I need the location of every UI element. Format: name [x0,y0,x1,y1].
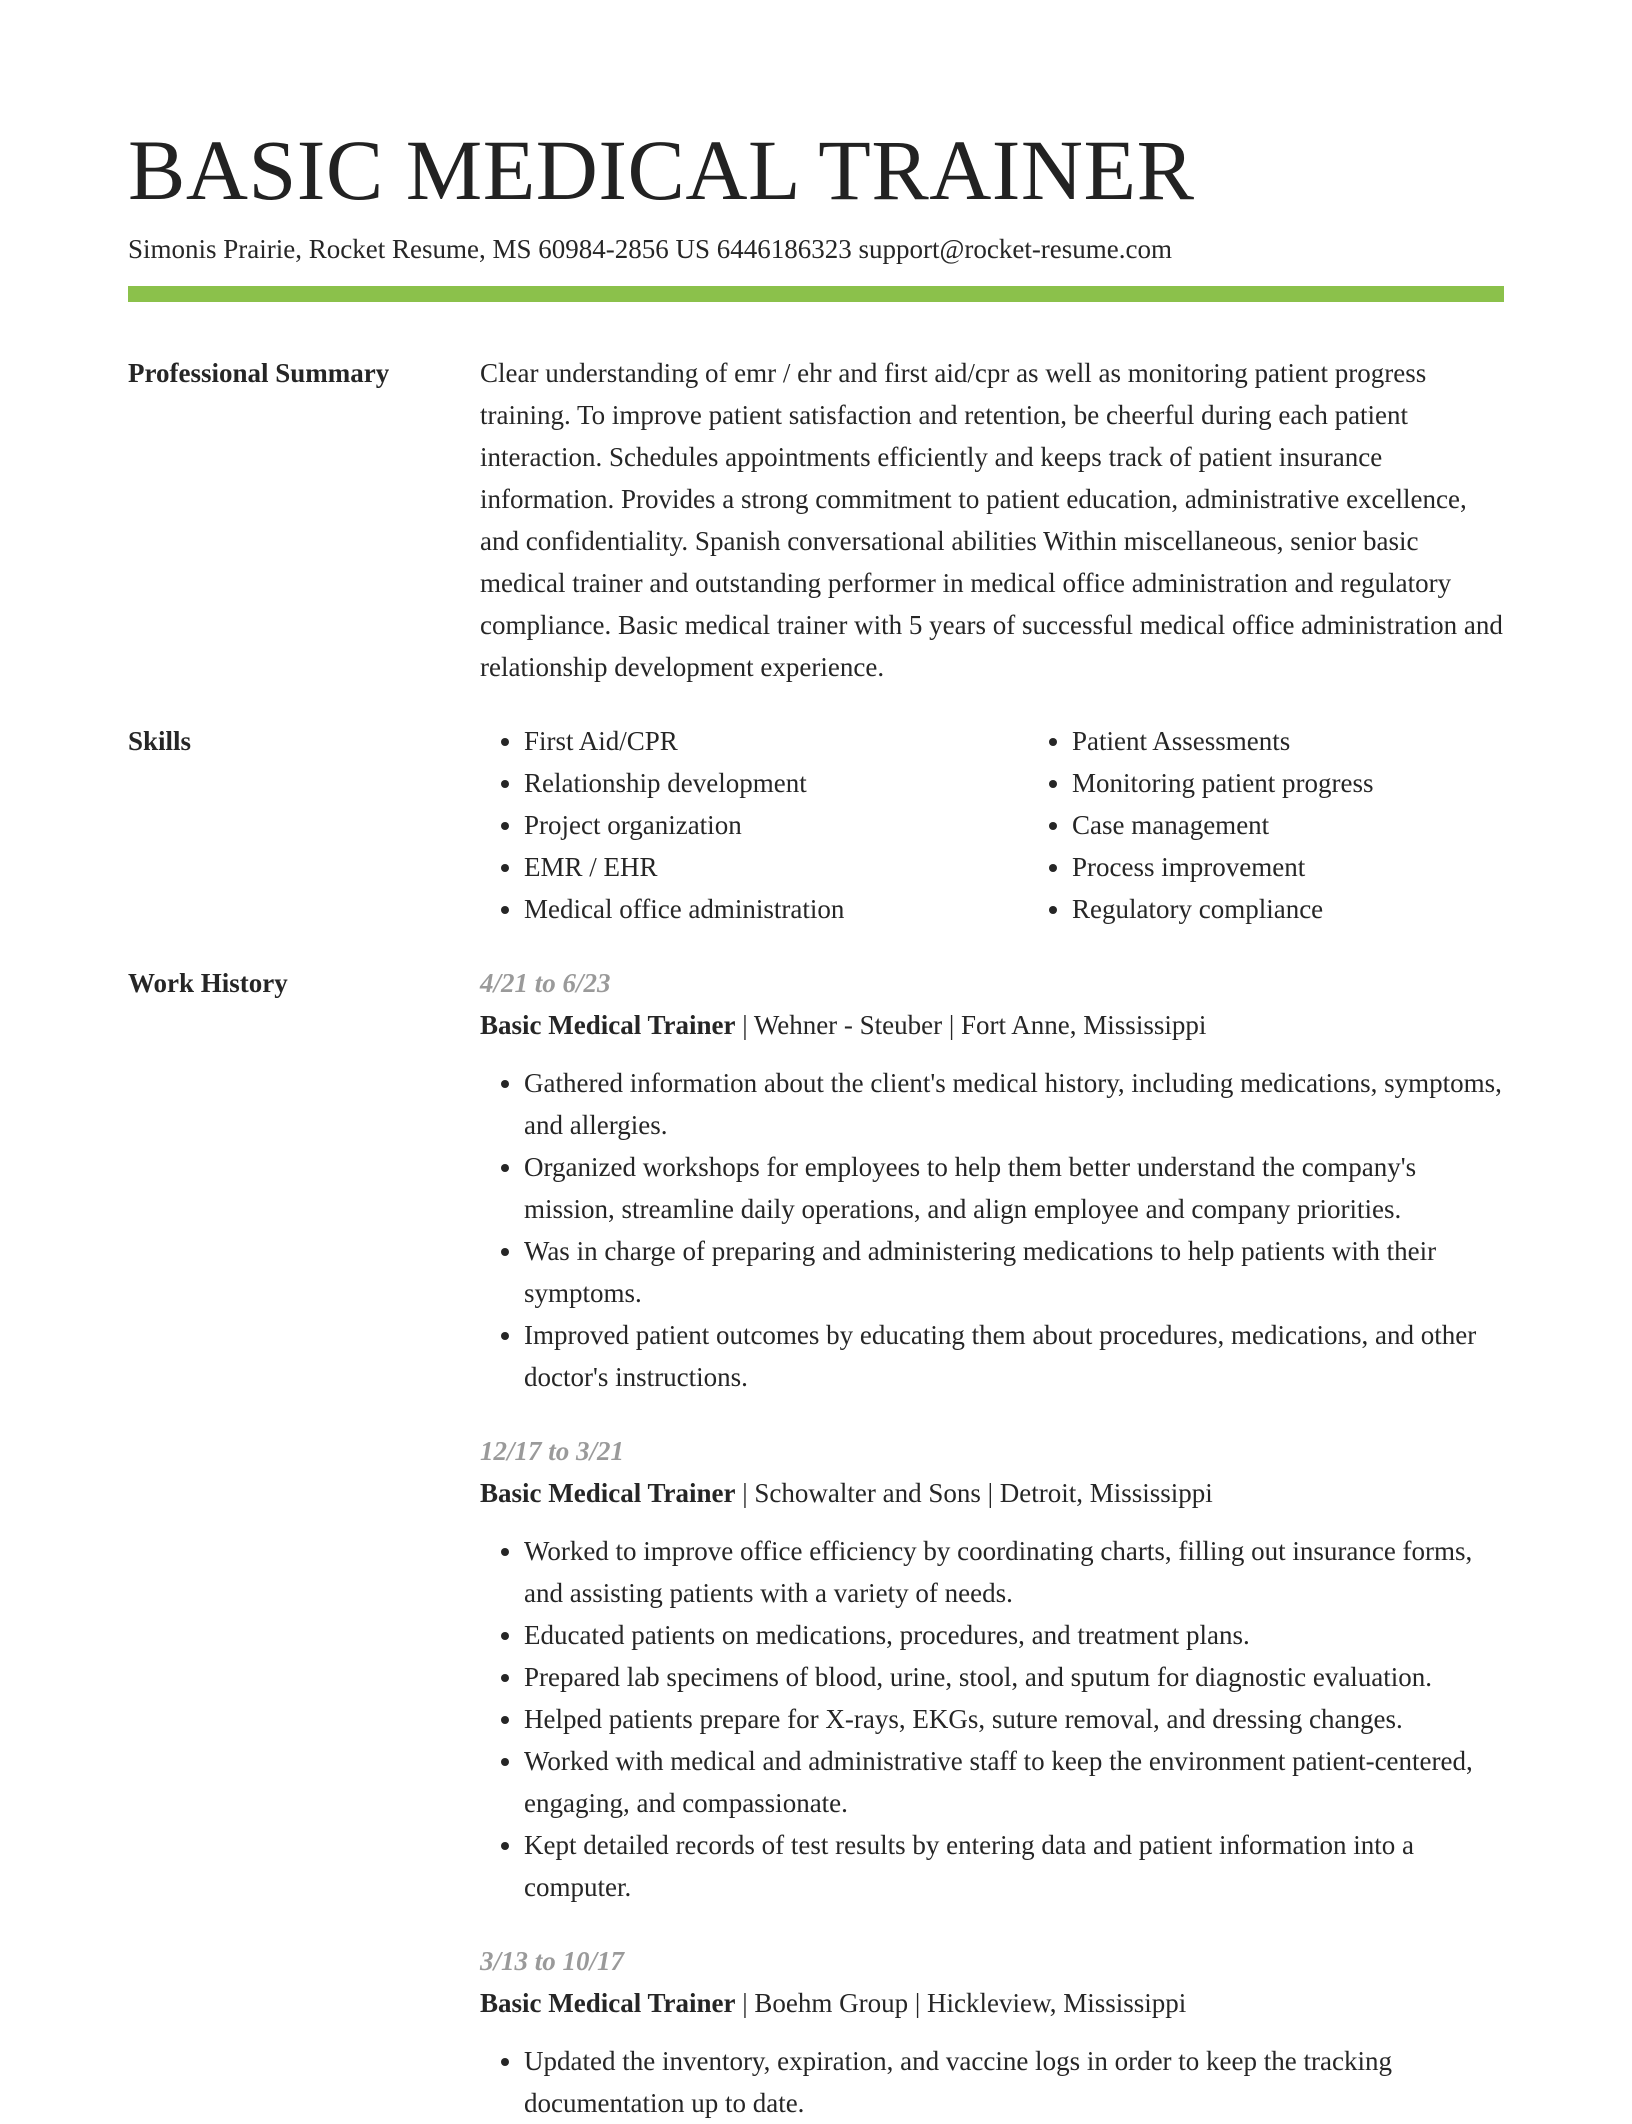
skill-item: • Medical office administration [524,888,1028,930]
job-title: Basic Medical Trainer [480,1988,736,2018]
skills-list-right [1028,720,1576,930]
skills-columns [480,720,1576,930]
job-dates: 3/13 to 10/17 [480,1946,625,1976]
job-bullet: • Prepared lab specimens of blood, urine, stool, and sputum for diagnostic evaluation. [524,1656,1504,1698]
professional-summary-section [128,352,1504,688]
job-employer-location: | Schowalter and Sons | Detroit, Mississippi [735,1478,1213,1508]
job-bullet: • Organized workshops for employees to help them better understand the company's mission, streamline daily operations, and align employee and company priorities. [524,1146,1504,1230]
job-heading [480,1472,1504,1514]
job-bullet: • Helped patients prepare for X-rays, EKGs, suture removal, and dressing changes. [524,1698,1504,1740]
job-bullet: • Educated patients on medications, procedures, and treatment plans. [524,1614,1504,1656]
job-employer-location: | Boehm Group | Hickleview, Mississippi [735,1988,1187,2018]
section-heading: Professional Summary [128,358,390,388]
skill-item: • Monitoring patient progress [1072,762,1576,804]
job-dates: 4/21 to 6/23 [480,968,611,998]
skill-item: • Patient Assessments [1072,720,1576,762]
skills-list-left [480,720,1028,930]
job-heading [480,1982,1504,2024]
job-title: Basic Medical Trainer [480,1478,736,1508]
job-bullet: • Kept detailed records of test results by entering data and patient information into a computer. [524,1824,1504,1908]
job-bullets [480,1530,1504,1908]
job-entry [480,1940,1504,2124]
job-bullet: • Gathered information about the client's medical history, including medications, symptoms, and allergies. [524,1062,1504,1146]
job-bullets [480,2040,1504,2124]
job-bullet: • Worked to improve office efficiency by coordinating charts, filling out insurance forms, and assisting patients with a variety of needs. [524,1530,1504,1614]
job-heading [480,1004,1504,1046]
accent-divider [128,286,1504,302]
job-bullet: • Improved patient outcomes by educating them about procedures, medications, and other doctor's instructions. [524,1314,1504,1398]
skills-section [128,720,1504,930]
skill-item: • Case management [1072,804,1576,846]
job-entry [480,1430,1504,1908]
skill-item: • Regulatory compliance [1072,888,1576,930]
job-bullets [480,1062,1504,1398]
job-entry [480,962,1504,1398]
job-dates: 12/17 to 3/21 [480,1436,625,1466]
work-history-section [128,962,1504,2124]
skill-item: • Project organization [524,804,1028,846]
job-title: Basic Medical Trainer [480,1010,736,1040]
skill-item: • EMR / EHR [524,846,1028,888]
job-employer-location: | Wehner - Steuber | Fort Anne, Mississippi [735,1010,1207,1040]
resume-name: BASIC MEDICAL TRAINER [128,122,1195,218]
job-bullet: • Updated the inventory, expiration, and vaccine logs in order to keep the tracking documentation up to date. [524,2040,1504,2124]
job-bullet: • Worked with medical and administrative staff to keep the environment patient-centered, engaging, and compassionate. [524,1740,1504,1824]
section-heading: Work History [128,968,288,998]
summary-text: Clear understanding of emr / ehr and first aid/cpr as well as monitoring patient progress training. To improve patient satisfaction and retention, be cheerful during each patient interaction. Schedules appointments efficiently and keeps track of patient insurance information. Provides a strong commitment to patient education, administrative excellence, and confidentiality. Spanish conversational abilities Within miscellaneous, senior basic medical trainer and outstanding performer in medical office administration and regulatory compliance. Basic medical trainer with 5 years of successful medical office administration and relationship development experience. [480,358,1503,682]
skill-item: • Process improvement [1072,846,1576,888]
section-heading: Skills [128,726,192,756]
contact-info: Simonis Prairie, Rocket Resume, MS 60984-2856 US 6446186323 support@rocket-resume.com [128,234,1173,264]
skill-item: • First Aid/CPR [524,720,1028,762]
skill-item: • Relationship development [524,762,1028,804]
job-bullet: • Was in charge of preparing and administering medications to help patients with their symptoms. [524,1230,1504,1314]
resume-page [128,0,1504,2124]
